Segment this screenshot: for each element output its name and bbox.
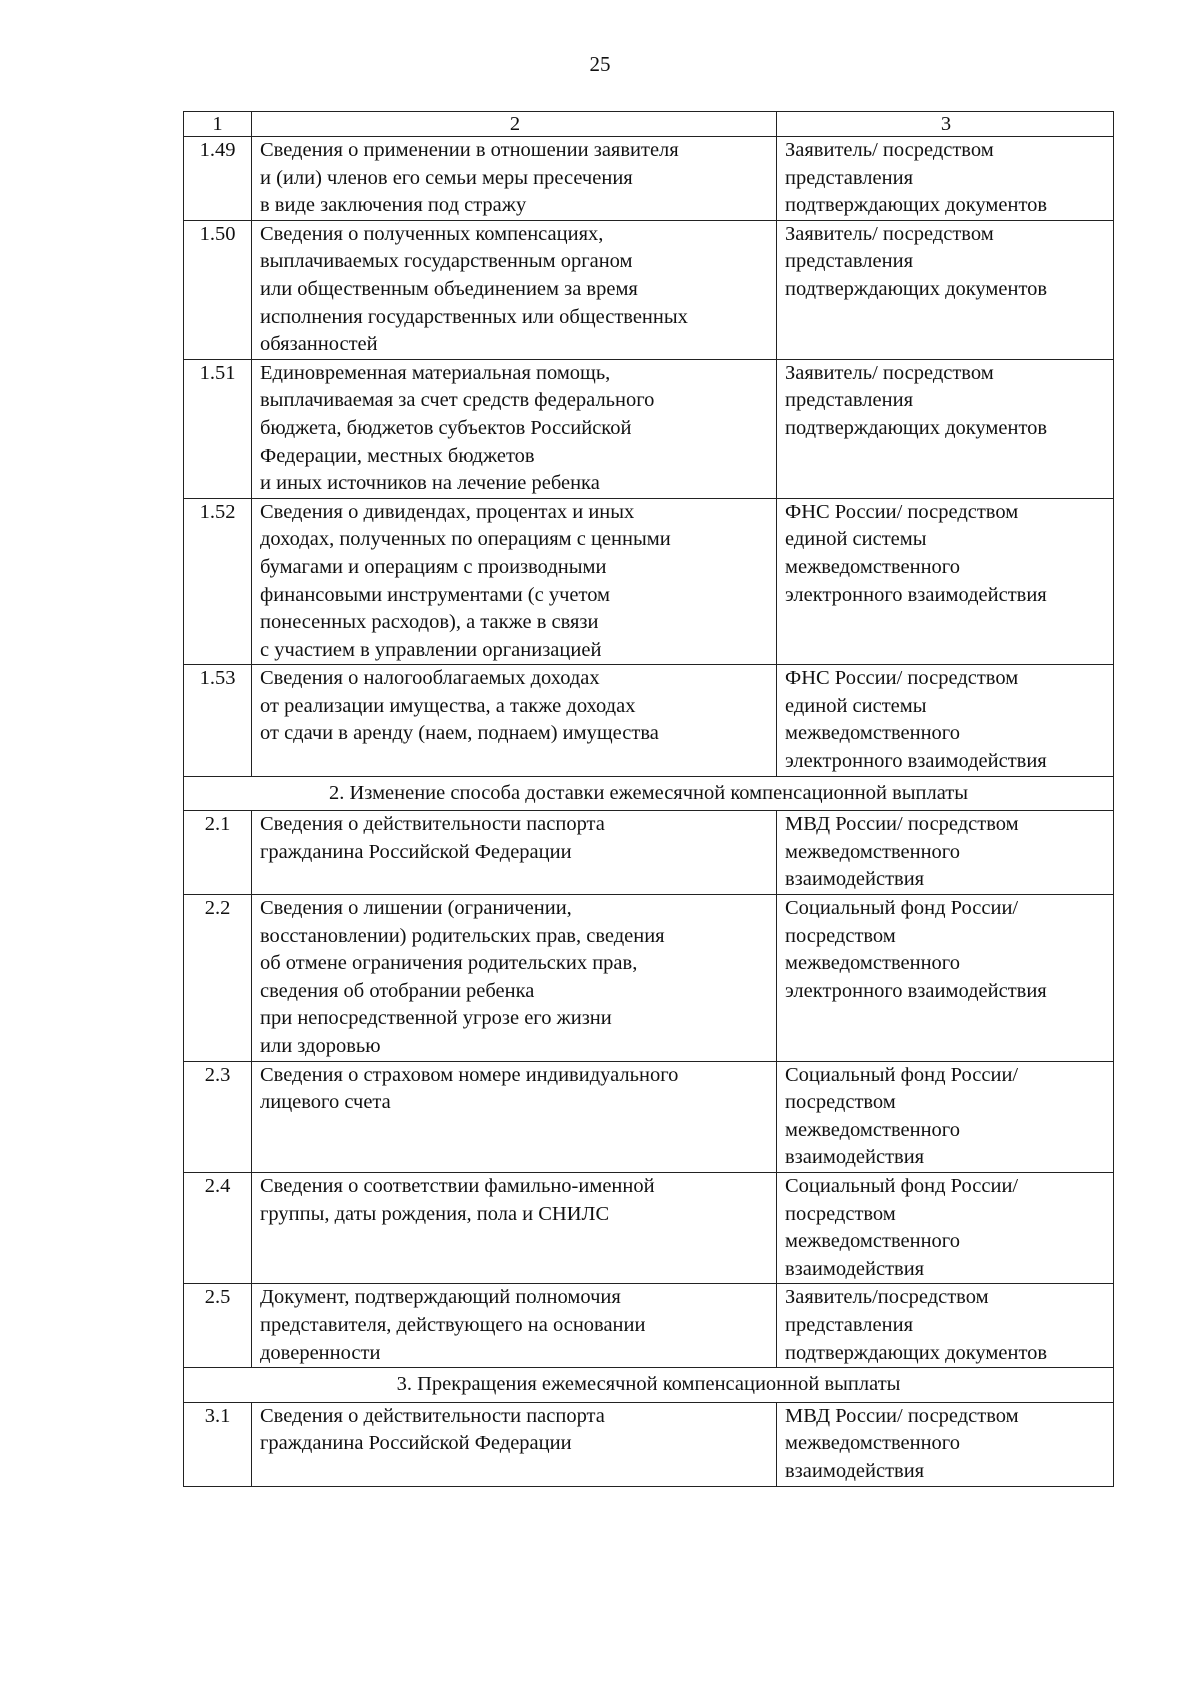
table-header-row (184, 112, 1114, 137)
section-heading-row (184, 776, 1114, 811)
row-source: Социальный фонд России/ посредством межведомственного электронного взаимодействия (777, 895, 1114, 1062)
page-number: 25 (589, 52, 611, 76)
table-row (184, 1402, 1114, 1486)
row-description: Сведения о действительности паспорта гражданина Российской Федерации (252, 1402, 777, 1486)
column-header-3: 3 (777, 112, 1114, 137)
section-heading: 3. Прекращения ежемесячной компенсационной выплаты (184, 1368, 1114, 1403)
row-description: Сведения о применении в отношении заявителя и (или) членов его семьи меры пресечения в виде заключения под стражу (252, 137, 777, 221)
table-row (184, 220, 1114, 359)
row-number: 2.5 (184, 1284, 252, 1368)
table-row (184, 895, 1114, 1062)
row-number: 2.4 (184, 1172, 252, 1283)
table-row (184, 1172, 1114, 1283)
section-heading: 2. Изменение способа доставки ежемесячной компенсационной выплаты (184, 776, 1114, 811)
row-description: Сведения о лишении (ограничении, восстановлении) родительских прав, сведения об отмене ограничения родительских прав, сведения об отобрании ребенка при непосредственной угрозе его жизни или здоровью (252, 895, 777, 1062)
row-source: Социальный фонд России/ посредством межведомственного взаимодействия (777, 1061, 1114, 1172)
row-number: 1.50 (184, 220, 252, 359)
table-row (184, 1284, 1114, 1368)
row-number: 2.3 (184, 1061, 252, 1172)
table-row (184, 811, 1114, 895)
column-header-1: 1 (184, 112, 252, 137)
row-number: 2.2 (184, 895, 252, 1062)
row-number: 1.53 (184, 665, 252, 776)
row-source: Заявитель/ посредством представления подтверждающих документов (777, 359, 1114, 498)
row-number: 3.1 (184, 1402, 252, 1486)
row-source: Заявитель/ посредством представления подтверждающих документов (777, 220, 1114, 359)
row-source: ФНС России/ посредством единой системы межведомственного электронного взаимодействия (777, 665, 1114, 776)
row-source: ФНС России/ посредством единой системы межведомственного электронного взаимодействия (777, 498, 1114, 665)
row-source: МВД России/ посредством межведомственного взаимодействия (777, 1402, 1114, 1486)
row-source: Заявитель/посредством представления подтверждающих документов (777, 1284, 1114, 1368)
row-description: Сведения о страховом номере индивидуального лицевого счета (252, 1061, 777, 1172)
row-description: Сведения о полученных компенсациях, выплачиваемых государственным органом или общественным объединением за время исполнения государственных или общественных обязанностей (252, 220, 777, 359)
data-table (183, 111, 1114, 1487)
row-number: 1.49 (184, 137, 252, 221)
table-row (184, 1061, 1114, 1172)
row-description: Сведения о соответствии фамильно-именной группы, даты рождения, пола и СНИЛС (252, 1172, 777, 1283)
row-source: Заявитель/ посредством представления подтверждающих документов (777, 137, 1114, 221)
row-number: 1.51 (184, 359, 252, 498)
table-row (184, 359, 1114, 498)
table-row (184, 137, 1114, 221)
row-description: Единовременная материальная помощь, выплачиваемая за счет средств федерального бюджета, бюджетов субъектов Российской Федерации, местных бюджетов и иных источников на лечение ребенка (252, 359, 777, 498)
row-source: МВД России/ посредством межведомственного взаимодействия (777, 811, 1114, 895)
row-number: 2.1 (184, 811, 252, 895)
table-row (184, 498, 1114, 665)
row-description: Сведения о налогооблагаемых доходах от реализации имущества, а также доходах от сдачи в аренду (наем, поднаем) имущества (252, 665, 777, 776)
table-row (184, 665, 1114, 776)
column-header-2: 2 (252, 112, 777, 137)
table-body (184, 112, 1114, 1487)
row-source: Социальный фонд России/ посредством межведомственного взаимодействия (777, 1172, 1114, 1283)
row-number: 1.52 (184, 498, 252, 665)
row-description: Документ, подтверждающий полномочия представителя, действующего на основании доверенности (252, 1284, 777, 1368)
row-description: Сведения о дивидендах, процентах и иных доходах, полученных по операциям с ценными бумагами и операциям с производными финансовыми инструментами (с учетом понесенных расходов), а также в связи с участием в управлении организацией (252, 498, 777, 665)
row-description: Сведения о действительности паспорта гражданина Российской Федерации (252, 811, 777, 895)
section-heading-row (184, 1368, 1114, 1403)
